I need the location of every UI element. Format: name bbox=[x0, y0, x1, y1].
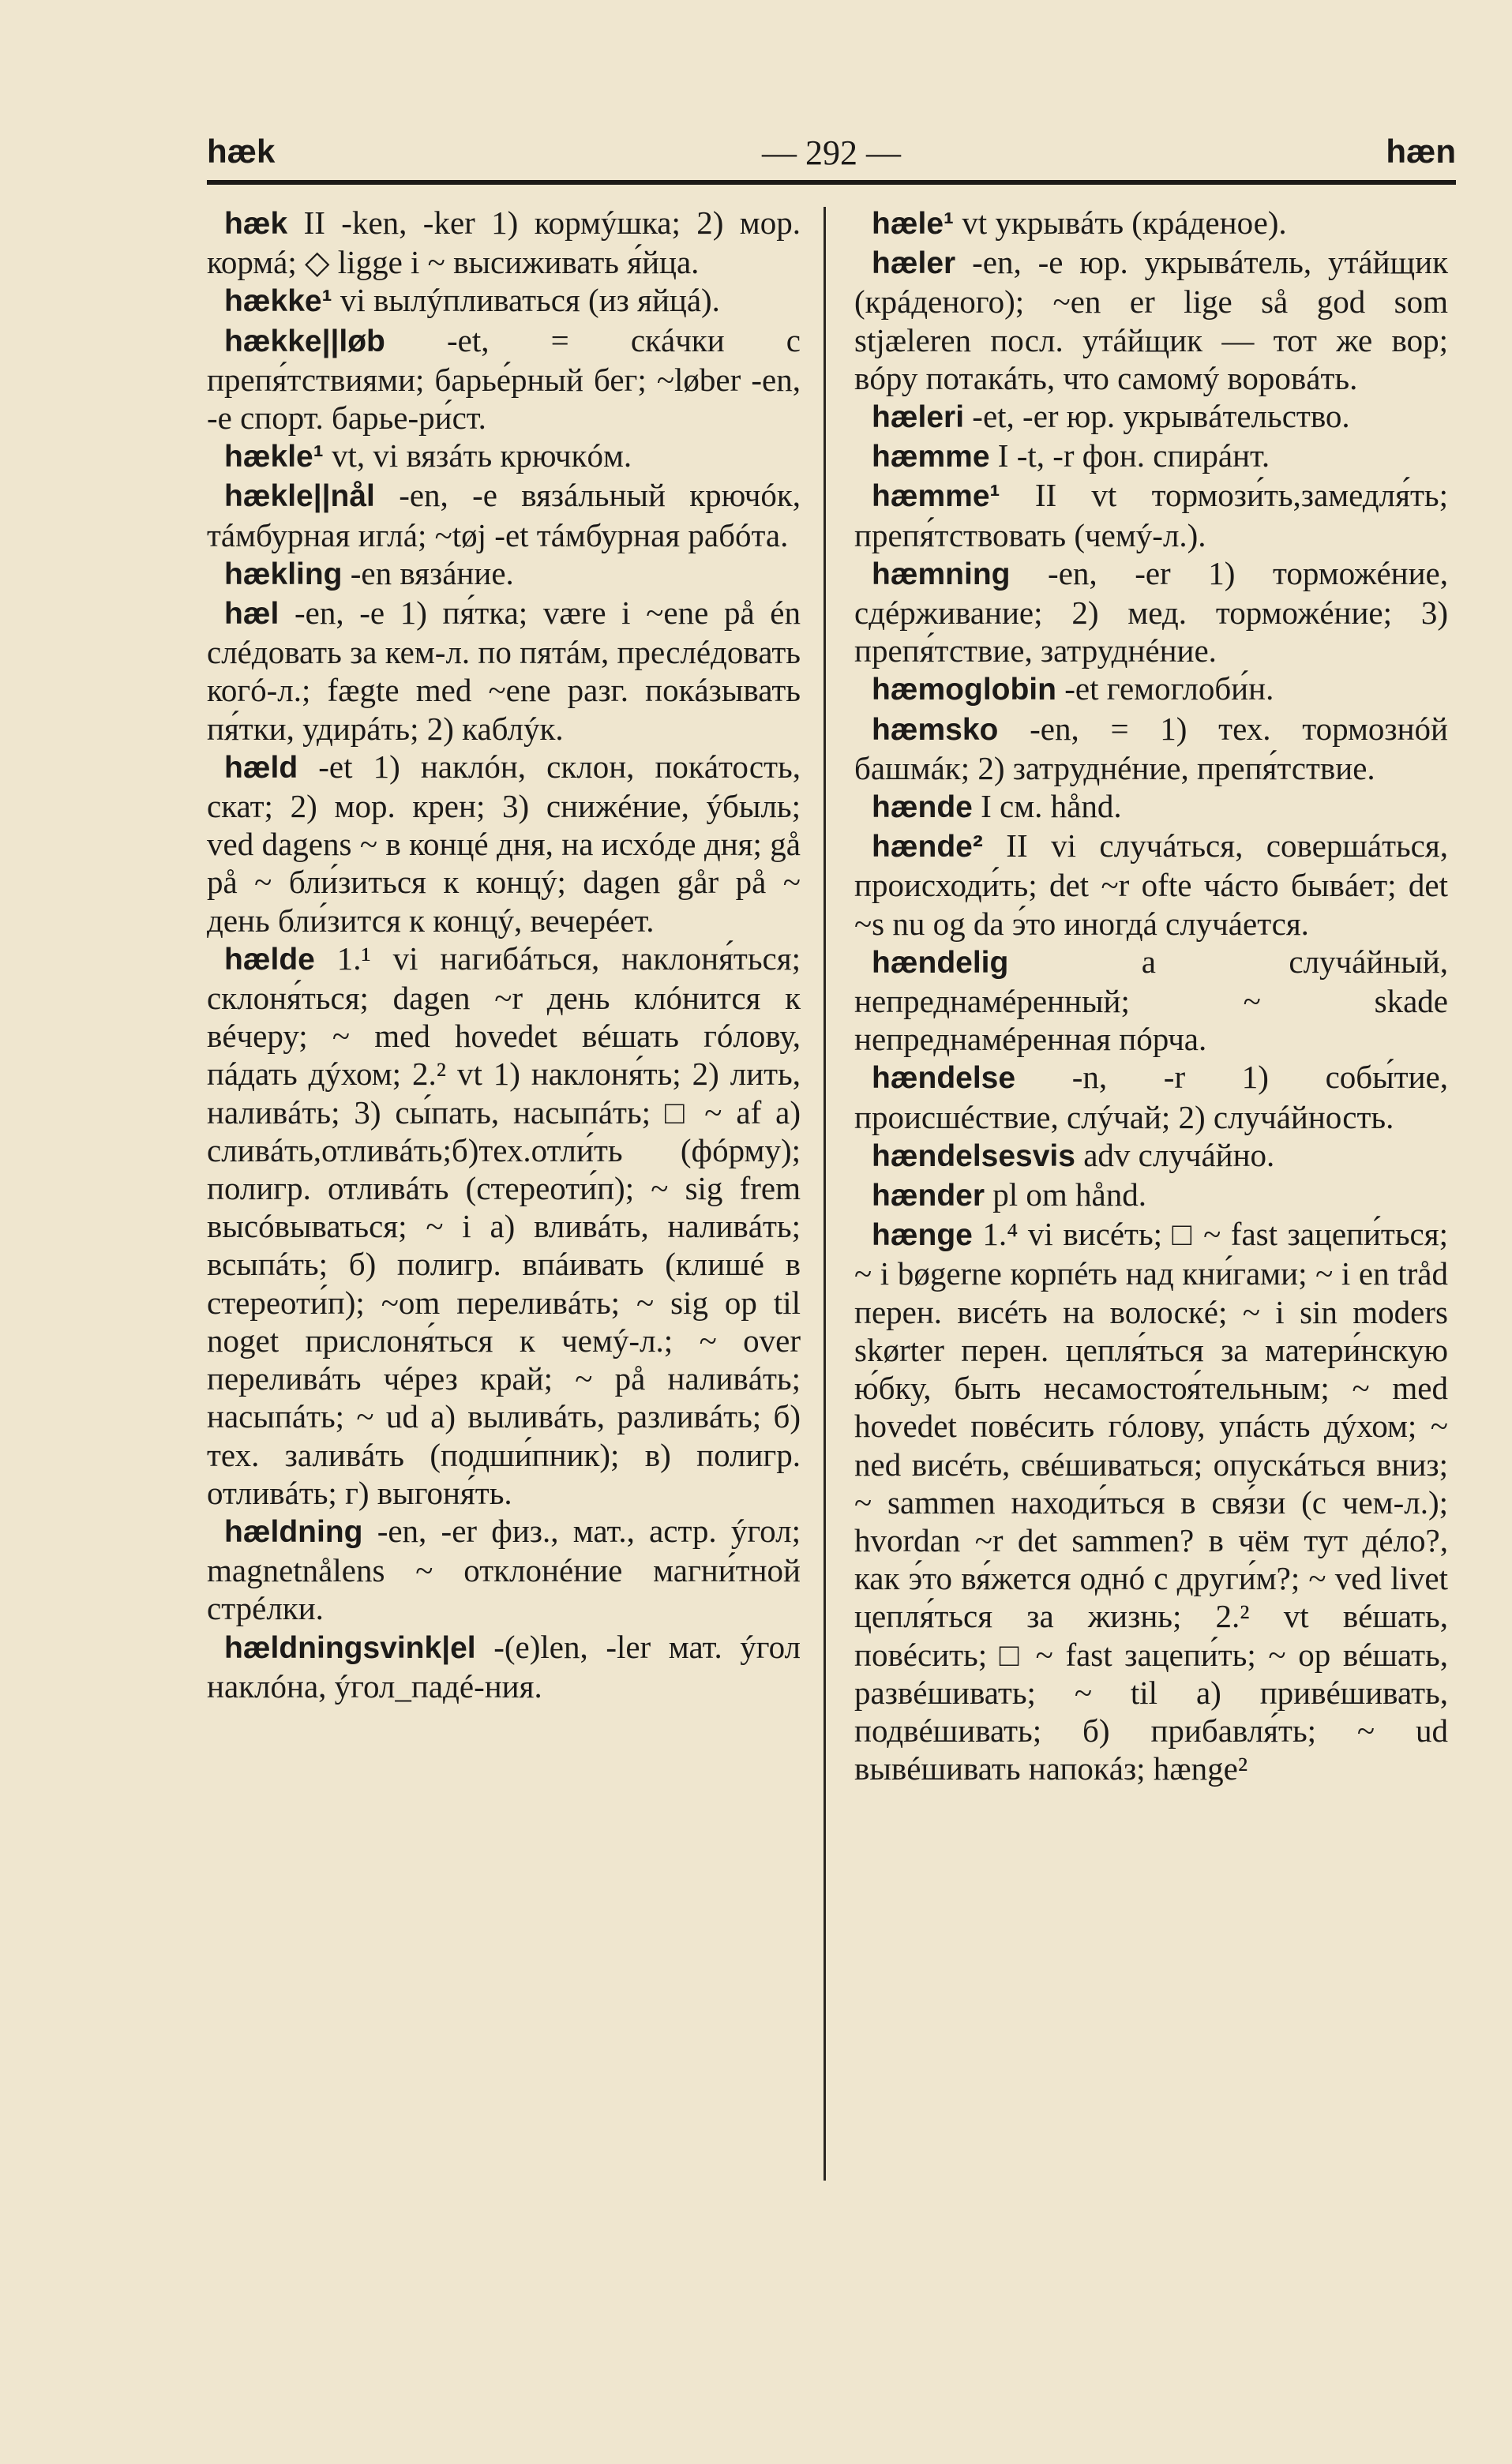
dictionary-entry bbox=[854, 204, 1448, 243]
entry-definition: II vi случáться, совершáться, происходи́ть; det ~r ofte чáсто бывáет; det ~s nu og da э́то иногдá случáется. bbox=[854, 827, 1448, 942]
dictionary-entry bbox=[854, 554, 1448, 670]
dictionary-entry bbox=[207, 1628, 801, 1705]
entry-headword: hækling bbox=[224, 557, 343, 591]
entry-headword: hændelig bbox=[872, 945, 1009, 980]
entry-headword: hæld bbox=[224, 750, 298, 785]
entry-definition: -en, -er физ., мат., астр. ýгол; magnetnålens ~ отклонéние магни́тной стрéлки. bbox=[207, 1512, 801, 1627]
entry-definition: adv случáйно. bbox=[1075, 1136, 1275, 1173]
entry-definition: -et гемоглоби́н. bbox=[1056, 670, 1274, 707]
entry-headword: hældning bbox=[224, 1514, 363, 1549]
entry-definition: -en, -er 1) торможéние, сдéрживание; 2) мед. торможéние; 3) препя́тствие, затруднéние. bbox=[854, 554, 1448, 669]
entry-definition: 1.¹ vi нагибáться, наклоня́ться; склоня́ться; dagen ~r день клóнится к вéчеру; ~ med hovedet вéшать гóлову, пáдать дýхом; 2.² vt 1) наклоня́ть; 2) лить, наливáть; 3) сы́пать, насыпáть; □ ~ af а) сливáть,отливáть;б)тех.отли́ть (фóрму); полигр. отливáть (стереоти́п); ~ sig frem высóвываться; ~ i а) вливáть, наливáть; всыпáть; б) полигр. впáивать (клишé в стереоти́п); ~om переливáть; ~ sig op til noget прислоня́ться к чемý-л.; ~ over переливáть чéрез край; ~ på наливáть; насыпáть; ~ ud а) выливáть, разливáть; б) тех. заливáть (подши́пник); в) полигр. отливáть; г) выгоня́ть. bbox=[207, 939, 801, 1511]
entry-headword: hæmme¹ bbox=[872, 479, 1000, 514]
entry-definition: -et, = скáчки с препя́тствиями; барье́рный бег; ~løber -en, -e спорт. барье-ри́ст. bbox=[207, 321, 801, 437]
dictionary-entry bbox=[207, 281, 801, 321]
dictionary-entry bbox=[207, 437, 801, 476]
entry-definition: vi вылýпливаться (из яйцá). bbox=[332, 282, 720, 319]
dictionary-entry bbox=[854, 476, 1448, 553]
dictionary-entry bbox=[207, 204, 801, 281]
entry-definition: -et, -er юр. укрывáтельство. bbox=[964, 398, 1350, 435]
entry-headword: hænde² bbox=[872, 830, 983, 864]
dictionary-entry bbox=[854, 243, 1448, 397]
entry-headword: hændelse bbox=[872, 1061, 1016, 1096]
entry-headword: hænder bbox=[872, 1179, 985, 1213]
entry-definition: vt, vi вязáть крючкóм. bbox=[323, 437, 632, 474]
dictionary-entry bbox=[207, 748, 801, 939]
dictionary-entry bbox=[854, 1215, 1448, 1787]
entry-headword: hæk bbox=[224, 207, 288, 241]
entry-definition: II vt тормози́ть,замедля́ть; препя́тствовать (чемý-л.). bbox=[854, 477, 1448, 553]
entry-definition: -en, -e вязáльный крючóк, тáмбурная иглá; ~tøj -et тáмбурная рабóта. bbox=[207, 477, 801, 553]
entry-definition: pl om hånd. bbox=[985, 1176, 1146, 1213]
dictionary-entry bbox=[207, 321, 801, 437]
entry-headword: hændelsesvis bbox=[872, 1138, 1075, 1173]
entry-definition: -et 1) наклóн, склон, покáтость, скат; 2) мор. крен; 3) снижéние, ýбыль; ved dagens ~ в концé дня, на исхóде дня; gå på ~ бли́зиться к концý; dagen går på ~ день бли́зится к концý, вечерéет. bbox=[207, 748, 801, 939]
entry-headword: hælde bbox=[224, 942, 315, 977]
header-first-word: hæk bbox=[207, 133, 276, 170]
dictionary-entry bbox=[207, 1512, 801, 1628]
entry-definition: 1.⁴ vi висéть; □ ~ fast зацепи́ться; ~ i bøgerne корпéть над кни́гами; ~ i en tråd перен. висéть на волоскé; ~ i sin moders skørter перен. цепля́ться за матери́нскую ю́бку, быть несамостоя́тельным; ~ med hovedet повéсить гóлову, упáсть дýхом; ~ ned висéть, свéшиваться; опускáться вниз; ~ sammen находи́ться в свя́зи (с чем-л.); hvordan ~r det sammen? в чём тут дéло?, как э́то вя́жется однó с други́м?; ~ ved livet цепля́ться за жизнь; 2.² vt вéшать, повéсить; □ ~ fast зацепи́ть; ~ op вéшать, развéшивать; ~ til а) привéшивать, подвéшивать; б) прибавля́ть; ~ ud вывéшивать напокáз; hænge² bbox=[854, 1216, 1448, 1787]
entry-headword: hæl bbox=[224, 597, 280, 632]
dictionary-entry bbox=[854, 437, 1448, 476]
dictionary-entry bbox=[207, 554, 801, 594]
entry-headword: hæler bbox=[872, 246, 956, 281]
entry-headword: hænde bbox=[872, 790, 973, 825]
dictionary-entry bbox=[854, 710, 1448, 787]
header-last-word: hæn bbox=[1386, 133, 1456, 170]
dictionary-entry bbox=[854, 397, 1448, 437]
entry-headword: hæle¹ bbox=[872, 207, 955, 241]
entry-headword: hæmning bbox=[872, 557, 1011, 591]
entry-definition: -en, -e юр. укрывáтель, утáйщик (крáденого); ~en er lige så god som stjæleren посл. утáйщик — тот же вор; вóру потакáть, что самомý воровáть. bbox=[854, 244, 1448, 396]
dictionary-entry bbox=[854, 669, 1448, 709]
entry-headword: hæmoglobin bbox=[872, 673, 1056, 707]
entry-definition: -(e)len, -ler мат. ýгол наклóна, ýгол_падé-ния. bbox=[207, 1628, 801, 1705]
header-rule bbox=[207, 180, 1456, 185]
page-number: — 292 — bbox=[762, 133, 901, 172]
entry-headword: hækle||nål bbox=[224, 479, 375, 514]
entry-definition: -en, -e 1) пя́тка; være i ~ene på én слéдовать за кем-л. по пятáм, преслéдовать когó-л.; fægte med ~ene разг. покáзывать пя́тки, удирáть; 2) каблýк. bbox=[207, 594, 801, 747]
entry-definition: -en вязáние. bbox=[342, 554, 514, 591]
dictionary-entry bbox=[207, 476, 801, 553]
right-column bbox=[854, 204, 1448, 1787]
page-header bbox=[207, 133, 1456, 180]
entry-headword: hække¹ bbox=[224, 284, 332, 319]
entry-headword: hænge bbox=[872, 1218, 973, 1253]
dictionary-entry bbox=[854, 827, 1448, 943]
dictionary-entry bbox=[854, 1176, 1448, 1215]
entry-headword: hækle¹ bbox=[224, 440, 324, 474]
entry-definition: -en, = 1) тех. тормознóй башмáк; 2) затруднéние, препя́тствие. bbox=[854, 710, 1448, 786]
entry-definition: vt укрывáть (крáденое). bbox=[954, 204, 1287, 241]
dictionary-entry bbox=[854, 1136, 1448, 1176]
dictionary-entry bbox=[854, 943, 1448, 1059]
left-column bbox=[207, 204, 801, 1705]
dictionary-entry bbox=[207, 939, 801, 1512]
dictionary-entry bbox=[854, 1058, 1448, 1135]
entry-headword: hæmme bbox=[872, 440, 990, 474]
entry-headword: hældningsvink|el bbox=[224, 1630, 476, 1665]
dictionary-entry bbox=[854, 787, 1448, 827]
entry-headword: hæleri bbox=[872, 400, 965, 435]
entry-headword: hække||løb bbox=[224, 324, 385, 358]
entry-definition: II -ken, -ker 1) кормýшка; 2) мор. кормá; ◇ ligge i ~ высиживать я́йца. bbox=[207, 204, 801, 281]
entry-definition: I см. hånd. bbox=[972, 788, 1122, 825]
entry-definition: I -t, -r фон. спирáнт. bbox=[989, 437, 1270, 474]
dictionary-entry bbox=[207, 594, 801, 748]
entry-definition: -n, -r 1) собы́тие, происшéствие, слýчай; 2) случáйность. bbox=[854, 1059, 1448, 1135]
entry-headword: hæmsko bbox=[872, 712, 999, 747]
entry-definition: a случáйный, непреднамéренный; ~ skade непреднамéренная пóрча. bbox=[854, 943, 1448, 1058]
column-divider bbox=[824, 207, 826, 2181]
